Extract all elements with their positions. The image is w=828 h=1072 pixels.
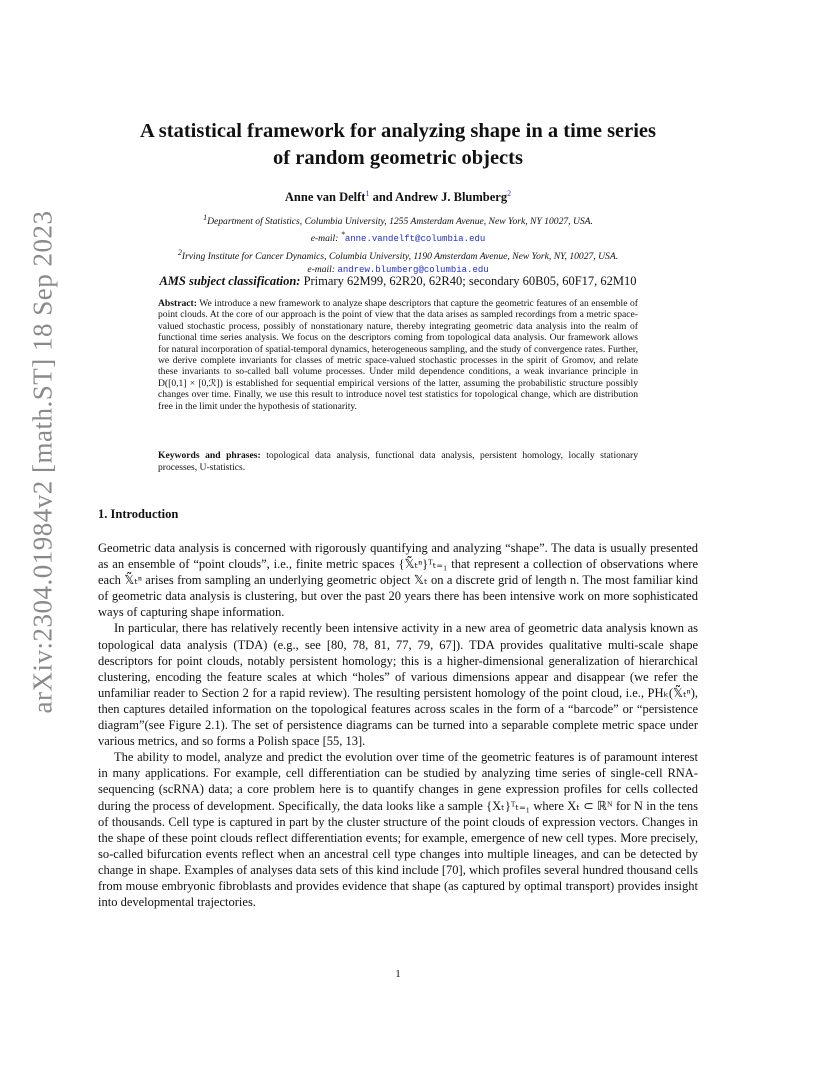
affiliation-text: Irving Institute for Cancer Dynamics, Columbia University, 1190 Amsterdam Avenue, New York, NY, 10027, USA. xyxy=(181,251,619,263)
author-name: Anne van Delft xyxy=(284,190,366,205)
arxiv-id: arXiv:2304.01984v2 [math.ST] 18 Sep 2023 xyxy=(27,210,58,714)
arxiv-sidebar-stamp xyxy=(22,210,64,714)
keywords xyxy=(158,450,638,474)
abstract xyxy=(158,298,638,412)
email-link[interactable]: andrew.blumberg@columbia.edu xyxy=(337,264,489,275)
keywords-text: topological data analysis, functional data analysis, persistent homology, locally stationary processes, U-statistics. xyxy=(158,450,638,473)
author-connector: and xyxy=(369,190,396,205)
email-link[interactable]: anne.vandelft@columbia.edu xyxy=(344,233,486,244)
affiliation-number: 2 xyxy=(177,248,182,257)
keywords-label: Keywords and phrases: xyxy=(158,450,261,461)
section-heading: 1. Introduction xyxy=(98,507,179,521)
page-number: 1 xyxy=(395,968,401,980)
corresponding-mark: * xyxy=(340,229,345,239)
affiliation-1 xyxy=(100,212,696,245)
abstract-label: Abstract: xyxy=(158,298,197,309)
title-line-1: A statistical framework for analyzing shape in a time series xyxy=(139,120,657,142)
paragraph: Geometric data analysis is concerned with rigorously quantifying and analyzing “shape”. The data is usually presented as an ensemble of “point clouds”, i.e., finite metric spaces {𝕏̃ₜⁿ}ᵀₜ₌₁ that represent a collection of observations where each 𝕏̃ₜⁿ arises from sampling an underlying geometric object 𝕏ₜ on a discrete grid of length n. The most familiar kind of geometric data analysis is clustering, but over the past 20 years there has been intensive work on more sophisticated ways of capturing shape information. xyxy=(98,541,698,620)
author-list xyxy=(100,189,696,205)
paragraph: In particular, there has relatively recently been intensive activity in a new area of geometric data analysis known as topological data analysis (TDA) (e.g., see [80, 78, 81, 77, 79, 67]). TDA provides qualitative multi-scale shape descriptors for point clouds, notably persistent homology; this is a higher-dimensional generalization of hierarchical clustering, encoding the feature scales at which “holes” of various dimensions appear and disappear (we refer the unfamiliar reader to Section 2 for a rapid review). The resulting persistent homology of the point cloud, i.e., PHₖ(𝕏̃ₜⁿ), then captures detailed information on the topological features across scales in the form of a “barcode” or “persistence diagram”(see Figure 2.1). The set of persistence diagrams can be turned into a separable complete metric space under various metrics, and so forms a Polish space [55, 13]. xyxy=(98,621,698,749)
affiliation-mark[interactable]: 2 xyxy=(507,189,512,198)
introduction-body xyxy=(98,540,698,910)
email-label: e-mail: xyxy=(310,232,339,244)
abstract-text: We introduce a new framework to analyze shape descriptors that capture the geometric features of an ensemble of point clouds. At the core of our approach is the point of view that the data arises as sampled recordings from a metric space-valued stochastic process, possibly of nonstationary nature, thereby integrating geometric data analysis into the realm of functional time series analysis. We focus on the descriptors coming from topological data analysis. Our framework allows for natural incorporation of spatial-temporal dynamics, heterogeneous sampling, and the study of convergence rates. Further, we derive complete invariants for classes of metric space-valued stochastic processes in the spirit of Gromov, and relate these invariants to so-called ball volume processes. Under mild dependence conditions, a weak invariance principle in D([0,1] × [0,ℛ]) is established for sequential empirical versions of the latter, assuming the probabilistic structure possibly changes over time. Finally, we use this result to introduce novel test statistics for topological change, which are distribution free in the limit under the hypothesis of stationarity. xyxy=(158,298,638,412)
email-label: e-mail: xyxy=(307,263,336,275)
paragraph: The ability to model, analyze and predict the evolution over time of the geometric features is of paramount interest in many applications. For example, cell differentiation can be studied by analyzing time series of single-cell RNA-sequencing (scRNA) data; a core problem here is to quantify changes in gene expression profiles for cells collected during the process of development. Specifically, the data looks like a sample {Xₜ}ᵀₜ₌₁ where Xₜ ⊂ ℝᴺ for N in the tens of thousands. Cell type is captured in part by the cluster structure of the point clouds of expression vectors. Changes in the shape of these point clouds reflect differentiation events; for example, emergence of new cell types. More precisely, so-called bifurcation events reflect when an ancestral cell type changes into multiple lineages, and can be detected by change in shape. Examples of analyses data sets of this kind include [70], which profiles several hundred thousand cells from mouse embryonic fibroblasts and provides evidence that shape (as captured by optimal transport) provides insight into developmental trajectories. xyxy=(98,750,698,910)
affiliation-number: 1 xyxy=(203,213,208,222)
affiliation-mark[interactable]: 1 xyxy=(365,189,370,198)
paper-title xyxy=(100,118,696,172)
author-name: Andrew J. Blumberg xyxy=(395,190,508,205)
affiliation-text: Department of Statistics, Columbia University, 1255 Amsterdam Avenue, New York, NY 10027, USA. xyxy=(207,216,593,228)
ams-codes: Primary 62M99, 62R20, 62R40; secondary 60B05, 60F17, 62M10 xyxy=(300,274,637,288)
title-line-2: of random geometric objects xyxy=(273,147,523,169)
affiliation-2 xyxy=(100,247,696,276)
ams-classification xyxy=(100,274,696,289)
ams-label: AMS subject classification: xyxy=(159,274,301,288)
